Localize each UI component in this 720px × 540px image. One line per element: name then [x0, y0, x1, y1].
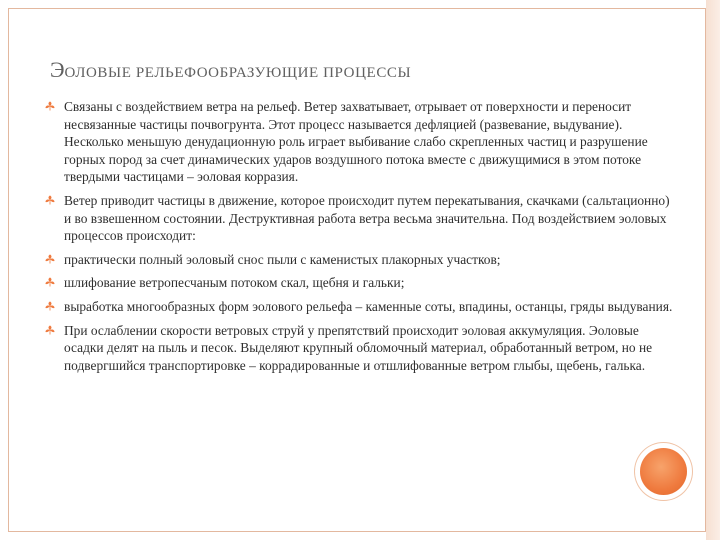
- bullet-text: практически полный эоловый снос пыли с каменистых плакорных участков;: [64, 251, 501, 267]
- bullet-item: [45, 192, 675, 245]
- bullet-text: Связаны с воздействием ветра на рельеф. Ветер захватывает, отрывает от поверхности и переносит несвязанные частицы почвогрунта. Этот процесс называется дефляцией (развевание, выдувание). Несколько меньшую денудационную роль играет выбивание слабо скрепленных частиц и разрушение горных пород за счет динамических ударов воздушного потока вместе с движущимися в этом потоке твердыми частицами – эоловая корразия.: [64, 99, 648, 185]
- fleuron-icon: [45, 277, 55, 287]
- bullet-item: [45, 322, 675, 375]
- slide-title: [50, 57, 411, 83]
- bullet-text: Ветер приводит частицы в движение, которое происходит путем перекатывания, скачками (сальтационно) и во взвешенном состоянии. Деструктивная работа ветра весьма значительна. Под воздействием эоловых процессов происходит:: [64, 192, 670, 244]
- side-decoration-strip: [706, 0, 720, 540]
- bullet-list: [45, 98, 675, 380]
- bullet-item: [45, 98, 675, 186]
- bullet-item: [45, 298, 675, 316]
- bullet-text: выработка многообразных форм эолового рельефа – каменные соты, впадины, останцы, гряды выдувания.: [64, 298, 673, 314]
- title-text: ОЛОВЫЕ РЕЛЬЕФООБРАЗУЮЩИЕ ПРОЦЕССЫ: [64, 65, 412, 81]
- fleuron-icon: [45, 101, 55, 111]
- bullet-item: [45, 251, 675, 269]
- fleuron-icon: [45, 195, 55, 205]
- bullet-item: [45, 274, 675, 292]
- orange-circle-decoration: [640, 448, 687, 495]
- bullet-text: шлифование ветропесчаным потоком скал, щебня и гальки;: [64, 275, 405, 291]
- fleuron-icon: [45, 325, 55, 335]
- title-capital: Э: [50, 57, 65, 82]
- bullet-text: При ослаблении скорости ветровых струй у препятствий происходит эоловая аккумуляция. Эоловые осадки делят на пыль и песок. Выделяют крупный обломочный материал, обработанный ветром, но не подвергшийся транспортировке – коррадированные и отшлифованные ветром глыбы, щебень, галька.: [64, 322, 653, 373]
- fleuron-icon: [45, 254, 55, 264]
- fleuron-icon: [45, 301, 55, 311]
